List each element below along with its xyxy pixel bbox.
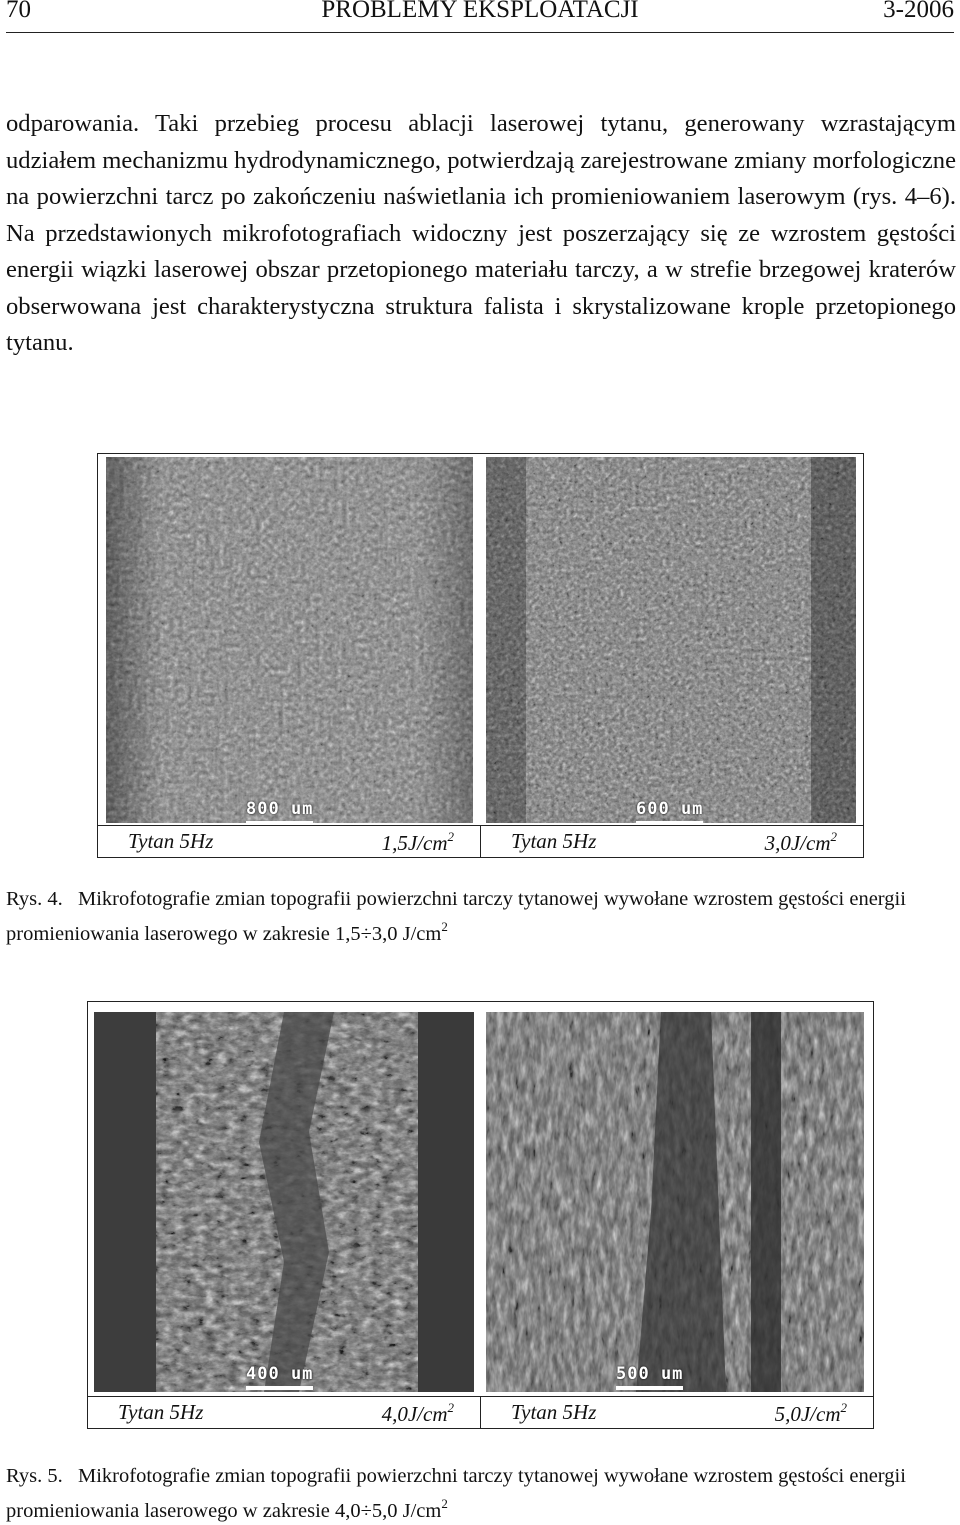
micrograph-4-image: [486, 1012, 864, 1392]
label-material-4: Tytan 5Hz: [511, 1400, 597, 1424]
micrograph-4: [486, 1012, 864, 1392]
label-energy-2: $3,0J/cm^2$: [764, 829, 837, 855]
figure-5-caption: [6, 1462, 956, 1525]
issue-number: 3-2006: [883, 0, 954, 23]
micrograph-3: [94, 1012, 474, 1392]
scale-bar-4: 500 um: [616, 1364, 683, 1390]
label-energy-3: $4,0J/cm^2$: [381, 1400, 454, 1426]
label-cell-3: [88, 1397, 480, 1429]
micrograph-3-image: [94, 1012, 474, 1392]
label-cell-2: [480, 826, 863, 858]
caption-4-number: Rys. 4.: [6, 888, 63, 910]
label-material-3: Tytan 5Hz: [118, 1400, 204, 1424]
scale-bar-2: 600 um: [636, 799, 703, 823]
journal-title: PROBLEMY EKSPLOATACJI: [321, 0, 639, 23]
figure-5-labels: [88, 1396, 873, 1429]
micrograph-1-image: [106, 457, 473, 823]
running-header: [6, 0, 954, 33]
label-material-2: Tytan 5Hz: [511, 829, 597, 853]
micrograph-2-image: [486, 457, 856, 823]
figure-4-caption: [6, 885, 956, 948]
scale-bar-3: 400 um: [246, 1364, 313, 1390]
label-energy-4: $5,0J/cm^2$: [774, 1400, 847, 1426]
caption-4-text: Mikrofotografie zmian topografii powierzchni tarczy tytanowej wywołane wzrostem gęstości energii promieniowania laserowego w zakresie 1,5÷3,0 $J/cm^2$: [6, 888, 906, 945]
micrograph-1: [106, 457, 473, 823]
figure-4-labels: [98, 825, 863, 858]
page-number: 70: [6, 0, 31, 23]
scale-bar-1: 800 um: [246, 799, 313, 823]
micrograph-2: [486, 457, 856, 823]
body-paragraph: odparowania. Taki przebieg procesu ablacji laserowej tytanu, generowany wzrastającym udziałem mechanizmu hydrodynamicznego, potwierdzają zarejestrowane zmiany morfologiczne na powierzchni tarcz po zakończeniu naświetlania ich promieniowaniem laserowym (rys. 4–6). Na przedstawionych mikrofotografiach widoczny jest poszerzający się ze wzrostem gęstości energii wiązki laserowej obszar przetopionego materiału tarczy, a w strefie brzegowej kraterów obserwowana jest charakterystyczna struktura falista i skrystalizowane krople przetopionego tytanu.: [6, 110, 956, 356]
label-material-1: Tytan 5Hz: [128, 829, 214, 853]
label-cell-1: [98, 826, 480, 858]
caption-5-text: Mikrofotografie zmian topografii powierzchni tarczy tytanowej wywołane wzrostem gęstości energii promieniowania laserowego w zakresie 4,0÷5,0 $J/cm^2$: [6, 1465, 906, 1522]
caption-5-number: Rys. 5.: [6, 1465, 63, 1487]
figure-5: [87, 1001, 874, 1429]
label-energy-1: $1,5J/cm^2$: [381, 829, 454, 855]
label-cell-4: [480, 1397, 873, 1429]
figure-4: [97, 453, 864, 858]
